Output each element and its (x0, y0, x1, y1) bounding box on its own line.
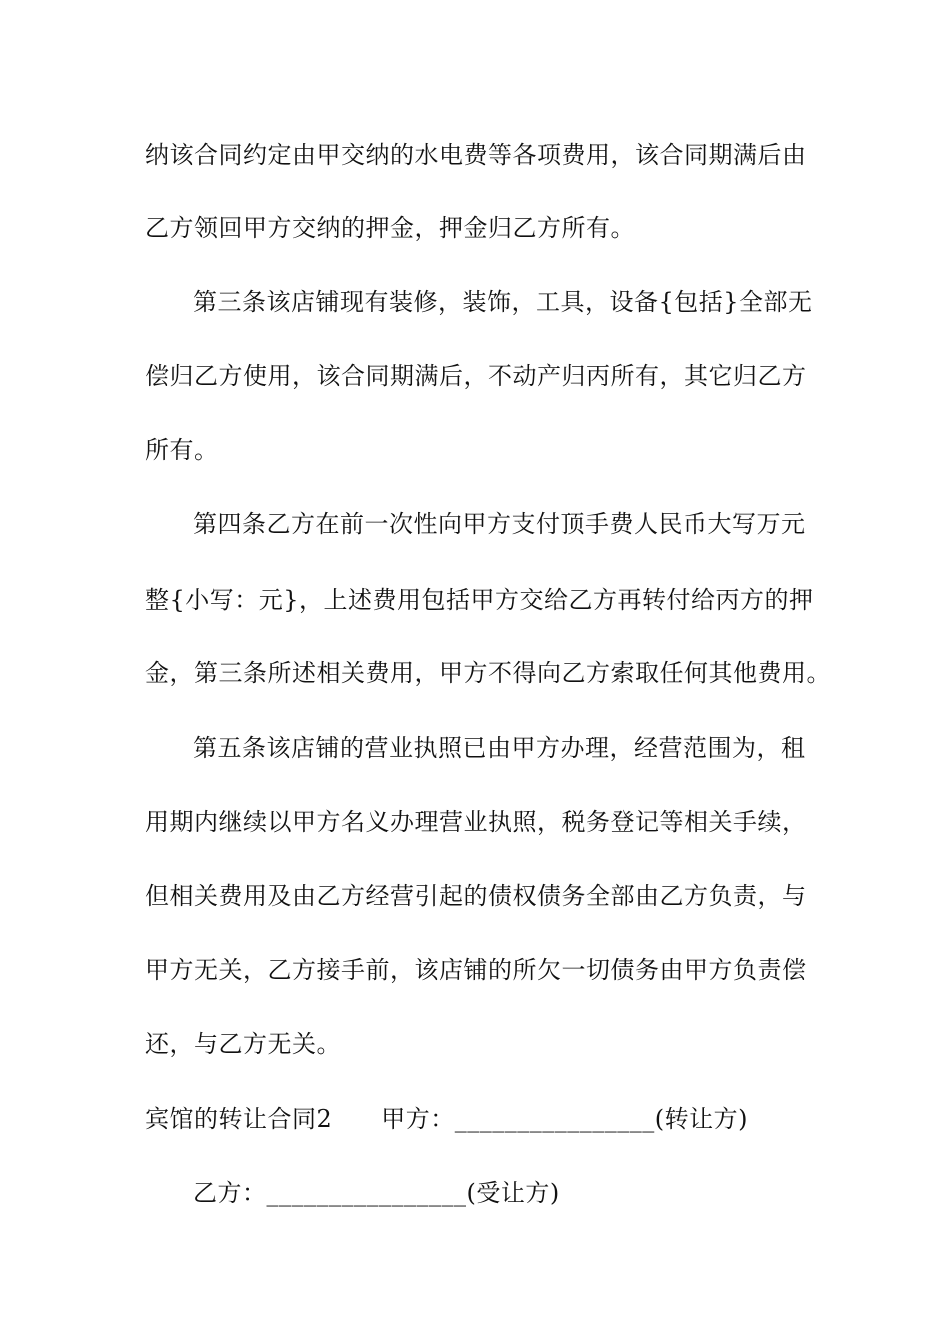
paragraph-line: 所有。 (145, 436, 219, 464)
paragraph-line: 偿归乙方使用，该合同期满后，不动产归丙所有，其它归乙方 (145, 362, 807, 390)
article-three-line: 第三条该店铺现有装修，装饰，工具，设备{包括}全部无 (193, 288, 813, 316)
paragraph-line: 甲方无关，乙方接手前，该店铺的所欠一切债务由甲方负责偿 (145, 956, 807, 984)
party-b-line: 乙方：________________(受让方) (193, 1179, 560, 1207)
contract-title-party-a: 宾馆的转让合同2 甲方：________________(转让方) (145, 1105, 748, 1133)
paragraph-line: 但相关费用及由乙方经营引起的债权债务全部由乙方负责，与 (145, 882, 807, 910)
paragraph-line: 金，第三条所述相关费用，甲方不得向乙方索取任何其他费用。 (145, 659, 831, 687)
paragraph-line: 还，与乙方无关。 (145, 1030, 341, 1058)
paragraph-line: 整{小写：元}，上述费用包括甲方交给乙方再转付给丙方的押 (145, 586, 814, 614)
article-four-line: 第四条乙方在前一次性向甲方支付顶手费人民币大写万元 (193, 510, 806, 538)
article-five-line: 第五条该店铺的营业执照已由甲方办理，经营范围为，租 (193, 734, 806, 762)
paragraph-line: 乙方领回甲方交纳的押金，押金归乙方所有。 (145, 214, 635, 242)
paragraph-line: 用期内继续以甲方名义办理营业执照，税务登记等相关手续， (145, 808, 807, 836)
paragraph-line: 纳该合同约定由甲交纳的水电费等各项费用，该合同期满后由 (145, 141, 807, 169)
